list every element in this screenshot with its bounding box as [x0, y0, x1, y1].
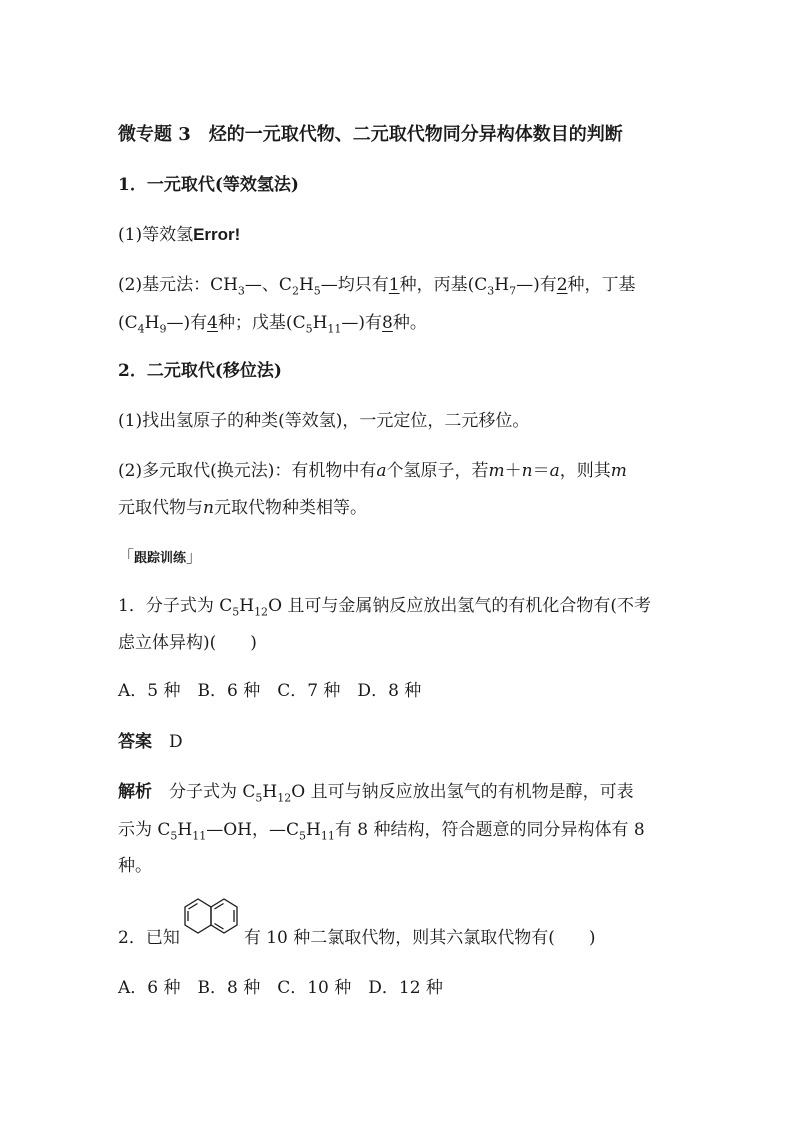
bracket-close: 」	[186, 547, 203, 566]
text-run: H	[262, 782, 278, 802]
subscript: 5	[255, 791, 263, 805]
underlined-answer: 8	[382, 313, 393, 333]
q1-options: A．5 种 B．6 种 C．7 种 D．8 种	[118, 681, 422, 701]
s2-point-2-line1	[118, 460, 678, 482]
text-run: ＋	[504, 461, 522, 481]
q2-options: A．6 种 B．8 种 C．10 种 D．12 种	[118, 978, 443, 998]
text-run: H	[312, 313, 328, 333]
q1-analysis-line1	[118, 781, 678, 803]
variable: a	[549, 461, 560, 481]
text-run: H	[177, 820, 193, 840]
text-run: 种；戊基(C	[217, 313, 306, 333]
text-run: —、C	[244, 275, 292, 295]
text-run: —)有	[166, 313, 208, 333]
text-run: 元取代物种类相等。	[213, 498, 367, 518]
q1-line1	[118, 595, 678, 617]
text-run: 元取代物与	[118, 498, 203, 518]
subscript: 3	[237, 284, 245, 298]
subscript: 3	[487, 284, 495, 298]
text-run: ，则其	[559, 461, 611, 481]
subscript: 5	[313, 284, 321, 298]
analysis-label: 解析	[118, 782, 152, 802]
text-run: H	[494, 275, 510, 295]
page-title: 微专题 3 烃的一元取代物、二元取代物同分异构体数目的判断	[118, 124, 623, 145]
subscript: 9	[159, 322, 167, 336]
subscript: 12	[254, 605, 269, 619]
text-run: 有 10 种二氯取代物，则其六氯取代物有( )	[243, 928, 596, 948]
text-run: 示为 C	[118, 820, 171, 840]
subscript: 5	[299, 829, 307, 843]
text-run: (2)基元法：CH	[118, 275, 238, 295]
section-1-heading: 1．一元取代(等效氢法)	[118, 175, 299, 195]
practice-label-text: 跟踪训练	[134, 550, 187, 565]
subscript: 12	[277, 791, 292, 805]
subscript: 5	[232, 605, 240, 619]
text-run: 个氢原子，若	[386, 461, 489, 481]
s1-p1-text: (1)等效氢	[118, 225, 194, 245]
s2-point-2-line2	[118, 497, 678, 519]
q1-answer	[118, 731, 678, 753]
text-run: H	[298, 275, 314, 295]
variable: n	[521, 461, 533, 481]
subscript: 2	[291, 284, 299, 298]
text-run: O 且可与金属钠反应放出氢气的有机化合物有(不考	[268, 596, 652, 616]
text-run: O 且可与钠反应放出氢气的有机物是醇，可表	[291, 782, 634, 802]
subscript: 11	[320, 829, 335, 843]
text-run: 分子式为 C	[169, 782, 256, 802]
subscript: 11	[192, 829, 207, 843]
s1-point-1	[118, 224, 678, 246]
text-run: —)有	[341, 313, 383, 333]
variable: n	[203, 498, 214, 518]
text-run: 种。	[392, 313, 427, 333]
underlined-answer: 1	[388, 275, 400, 295]
q1-analysis-line2	[118, 819, 678, 841]
underlined-answer: 2	[556, 275, 568, 295]
s1-point-2-line2	[118, 312, 678, 334]
text-run: (C	[118, 313, 138, 333]
text-run: 有 8 种结构，符合题意的同分异构体有 8	[334, 820, 645, 840]
error-text: Error!	[193, 225, 241, 244]
subscript: 5	[305, 322, 313, 336]
text-run: H	[239, 596, 255, 616]
naphthalene-structure-icon	[181, 895, 243, 941]
q1-line2: 虑立体异构)( )	[118, 633, 257, 653]
text-run: H	[306, 820, 321, 840]
text-run: —)有	[516, 275, 557, 295]
q1-analysis-line3: 种。	[118, 856, 152, 876]
text-run: —OH，—C	[206, 820, 300, 840]
variable: m	[488, 461, 505, 481]
text-run: —均只有	[320, 275, 389, 295]
text-run: H	[144, 313, 160, 333]
bracket-open: 「	[118, 547, 135, 566]
subscript: 11	[327, 322, 342, 336]
underlined-answer: 4	[207, 313, 218, 333]
variable: a	[376, 461, 387, 481]
text-run: (2)多元取代(换元法)：有机物中有	[118, 461, 377, 481]
subscript: 4	[137, 322, 145, 336]
practice-label	[118, 546, 678, 569]
s1-point-2-line1	[118, 274, 678, 296]
text-run: 种，丁基	[567, 275, 636, 295]
subscript: 5	[170, 829, 178, 843]
s2-point-1: (1)找出氢原子的种类(等效氢)，一元定位，二元移位。	[118, 411, 530, 431]
answer-label: 答案	[118, 732, 152, 752]
text-run: 1．分子式为 C	[118, 596, 233, 616]
text-run: 种，丙基(C	[399, 275, 488, 295]
text-run: 2．已知	[118, 928, 180, 948]
answer-value: D	[169, 732, 183, 752]
subscript: 7	[509, 284, 517, 298]
text-run: ＝	[532, 461, 550, 481]
variable: m	[610, 461, 627, 481]
section-2-heading: 2．二元取代(移位法)	[118, 361, 282, 381]
